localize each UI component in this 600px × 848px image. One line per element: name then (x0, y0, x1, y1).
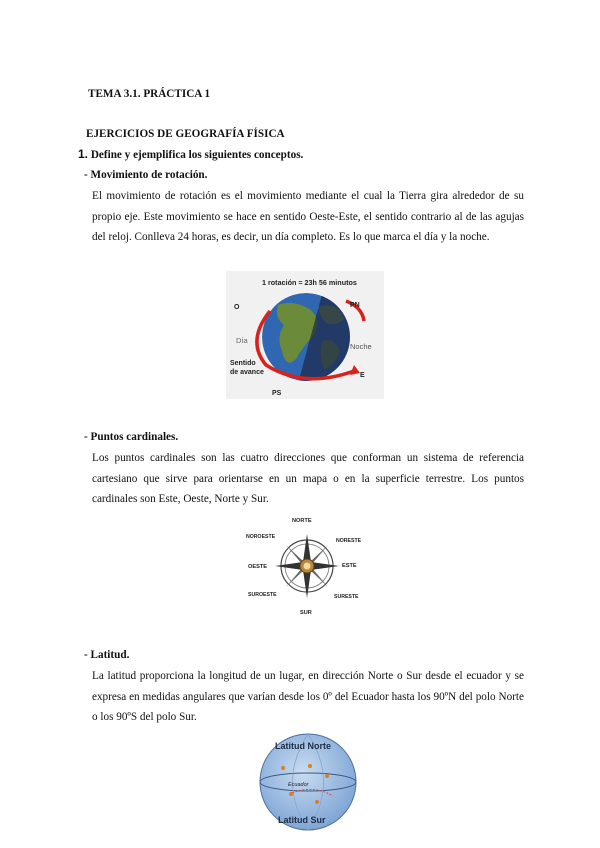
point-marker (289, 792, 293, 796)
label-suroeste: SUROESTE (248, 592, 277, 598)
label-e: E (360, 372, 365, 379)
latitude-figure (255, 732, 361, 832)
point-marker (315, 800, 319, 804)
label-de-avance: de avance (230, 369, 264, 376)
label-noreste: NORESTE (336, 538, 362, 544)
label-pn: PN (350, 302, 360, 309)
cardinal-heading: - Puntos cardinales. (84, 431, 179, 443)
label-norte: NORTE (292, 518, 312, 524)
list-text: Define y ejemplifica los siguientes conceptos. (90, 149, 304, 161)
rotation-paragraph: El movimiento de rotación es el movimiento mediante el cual la Tierra gira alrededor de su propio eje. Este movimiento se hace en sentido Oeste-Este, el sentido contrario al de las agujas del reloj. Conlleva 24 horas, es decir, un día completo. Es lo que marca el día y la noche. (92, 190, 524, 243)
compass-figure (244, 512, 370, 618)
point-marker (281, 766, 285, 770)
label-sur: SUR (300, 610, 312, 616)
label-oeste: OESTE (248, 564, 267, 570)
point-marker (308, 764, 312, 768)
caption-label: 1 rotación = 23h 56 minutos (262, 278, 357, 287)
label-o: O (234, 304, 240, 311)
label-este: ESTE (342, 563, 357, 569)
rotation-figure (226, 271, 384, 399)
label-ecuador: Ecuador (288, 782, 309, 788)
label-ps: PS (272, 390, 282, 397)
list-item-1 (78, 144, 303, 166)
compass-rose (244, 512, 370, 618)
page-title: TEMA 3.1. PRÁCTICA 1 (88, 88, 211, 100)
rotation-heading: - Movimiento de rotación. (84, 169, 208, 181)
label-sureste: SURESTE (334, 594, 359, 600)
latitude-globe (255, 732, 361, 832)
list-number: 1. (78, 147, 89, 161)
label-latitud-norte: Latitud Norte (275, 741, 331, 751)
latitude-heading: - Latitud. (84, 649, 130, 661)
label-latitud-sur: Latitud Sur (278, 815, 326, 825)
section-heading: EJERCICIOS DE GEOGRAFÍA FÍSICA (86, 128, 285, 140)
rotation-diagram (226, 271, 384, 399)
label-sentido: Sentido (230, 360, 256, 367)
latitude-paragraph: La latitud proporciona la longitud de un lugar, en dirección Norte o Sur desde el ecuador y se expresa en medidas angulares que varían desde los 0º del Ecuador hasta los 90ºN del polo Norte o los 90ºS del polo Sur. (92, 670, 524, 723)
cardinal-paragraph: Los puntos cardinales son las cuatro direcciones que conforman un sistema de referencia cartesiano que sirve para orientarse en un mapa o en la superficie terrestre. Los puntos cardinales son Este, Oeste, Norte y Sur. (92, 452, 524, 505)
label-dia: Día (236, 336, 248, 345)
label-noche: Noche (350, 342, 372, 351)
label-noroeste: NOROESTE (246, 534, 276, 540)
point-marker (325, 774, 329, 778)
